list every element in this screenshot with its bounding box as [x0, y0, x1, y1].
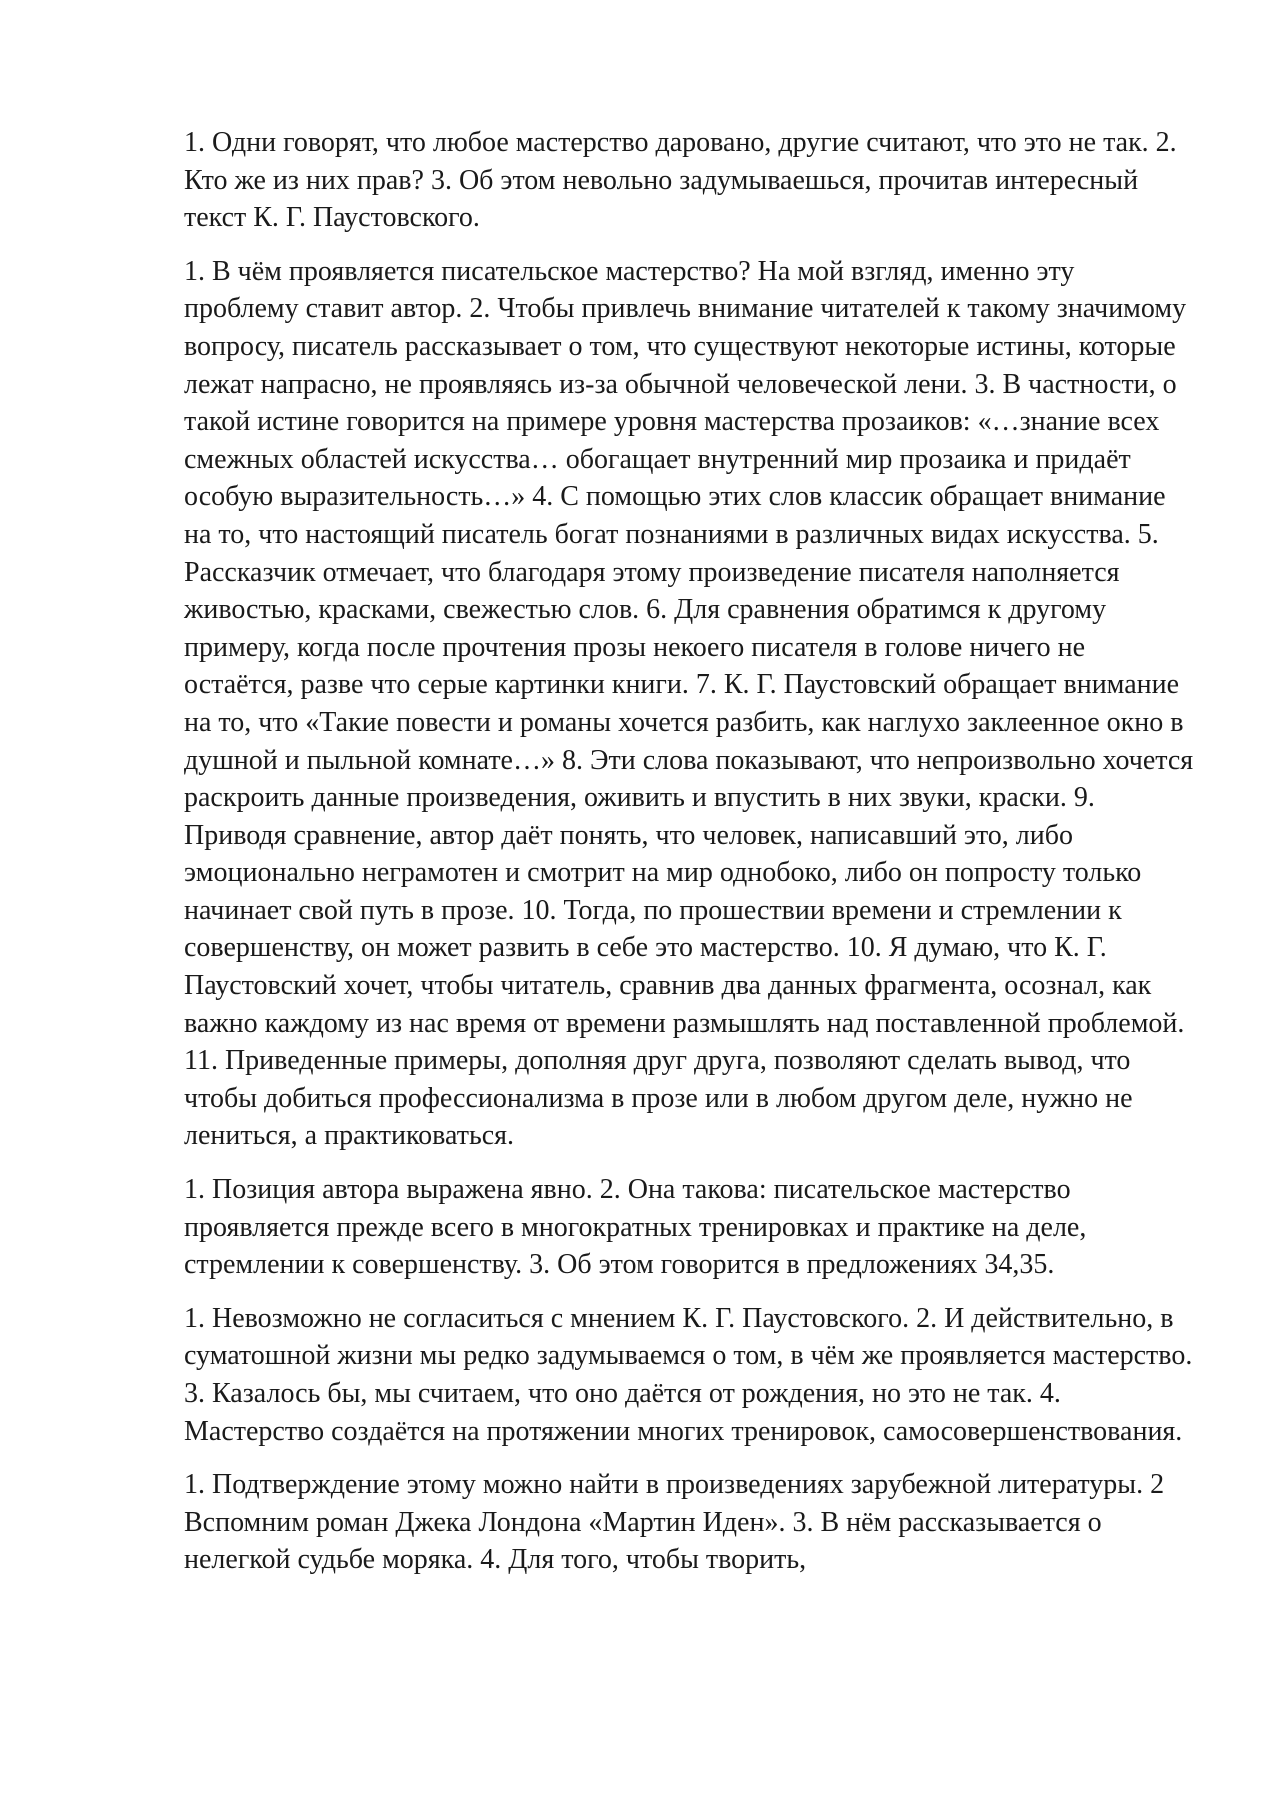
paragraph-author-position: 1. Позиция автора выражена явно. 2. Она такова: писательское мастерство проявляется прежде всего в многократных тренировках и практике на деле, стремлении к совершенству. 3. Об этом говорится в предложениях 34,35. — [184, 1174, 1087, 1281]
paragraph-own-opinion: 1. Невозможно не согласиться с мнением К. Г. Паустовского. 2. И действительно, в суматошной жизни мы редко задумываемся о том, в чём же проявляется мастерство. 3. Казалось бы, мы считаем, что оно даётся от рождения, но это не так. 4. Мастерство создаётся на протяжении многих тренировок, самосовершенствования. — [184, 1302, 1193, 1447]
paragraph-problem-commentary: 1. В чём проявляется писательское мастерство? На мой взгляд, именно эту проблему ставит автор. 2. Чтобы привлечь внимание читателей к такому значимому вопросу, писатель рассказывает о том, что существуют некоторые истины, которые лежат напрасно, не проявляясь из-за обычной человеческой лени. 3. В частности, о такой истине говорится на примере уровня мастерства прозаиков: «…знание всех смежных областей искусства… обогащает внутренний мир прозаика и придаёт особую выразительность…» 4. С помощью этих слов классик обращает внимание на то, что настоящий писатель богат познаниями в различных видах искусства. 5. Рассказчик отмечает, что благодаря этому произведение писателя наполняется живостью, красками, свежестью слов. 6. Для сравнения обратимся к другому примеру, когда после прочтения прозы некоего писателя в голове ничего не остаётся, разве что серые картинки книги. 7. К. Г. Паустовский обращает внимание на то, что «Такие повести и романы хочется разбить, как наглухо заклеенное окно в душной и пыльной комнате…» 8. Эти слова показывают, что непроизвольно хочется раскроить данные произведения, оживить и впустить в них звуки, краски. 9. Приводя сравнение, автор даёт понять, что человек, написавший это, либо эмоционально неграмотен и смотрит на мир однобоко, либо он попросту только начинает свой путь в прозе. 10. Тогда, по прошествии времени и стремлении к совершенству, он может развить в себе это мастерство. 10. Я думаю, что К. Г. Паустовский хочет, чтобы читатель, сравнив два данных фрагмента, осознал, как важно каждому из нас время от времени размышлять над поставленной проблемой. 11. Приведенные примеры, дополняя друг друга, позволяют сделать вывод, что чтобы добиться профессионализма в прозе или в любом другом деле, нужно не лениться, а практиковаться. — [184, 255, 1194, 1152]
document-page — [184, 124, 1194, 1595]
paragraph-literary-argument: 1. Подтверждение этому можно найти в произведениях зарубежной литературы. 2 Вспомним роман Джека Лондона «Мартин Иден». 3. В нём рассказывается о нелегкой судьбе моряка. 4. Для того, чтобы творить, — [184, 1469, 1165, 1576]
paragraph-introduction: 1. Одни говорят, что любое мастерство даровано, другие считают, что это не так. 2. Кто же из них прав? 3. Об этом невольно задумываешься, прочитав интересный текст К. Г. Паустовского. — [184, 127, 1177, 234]
